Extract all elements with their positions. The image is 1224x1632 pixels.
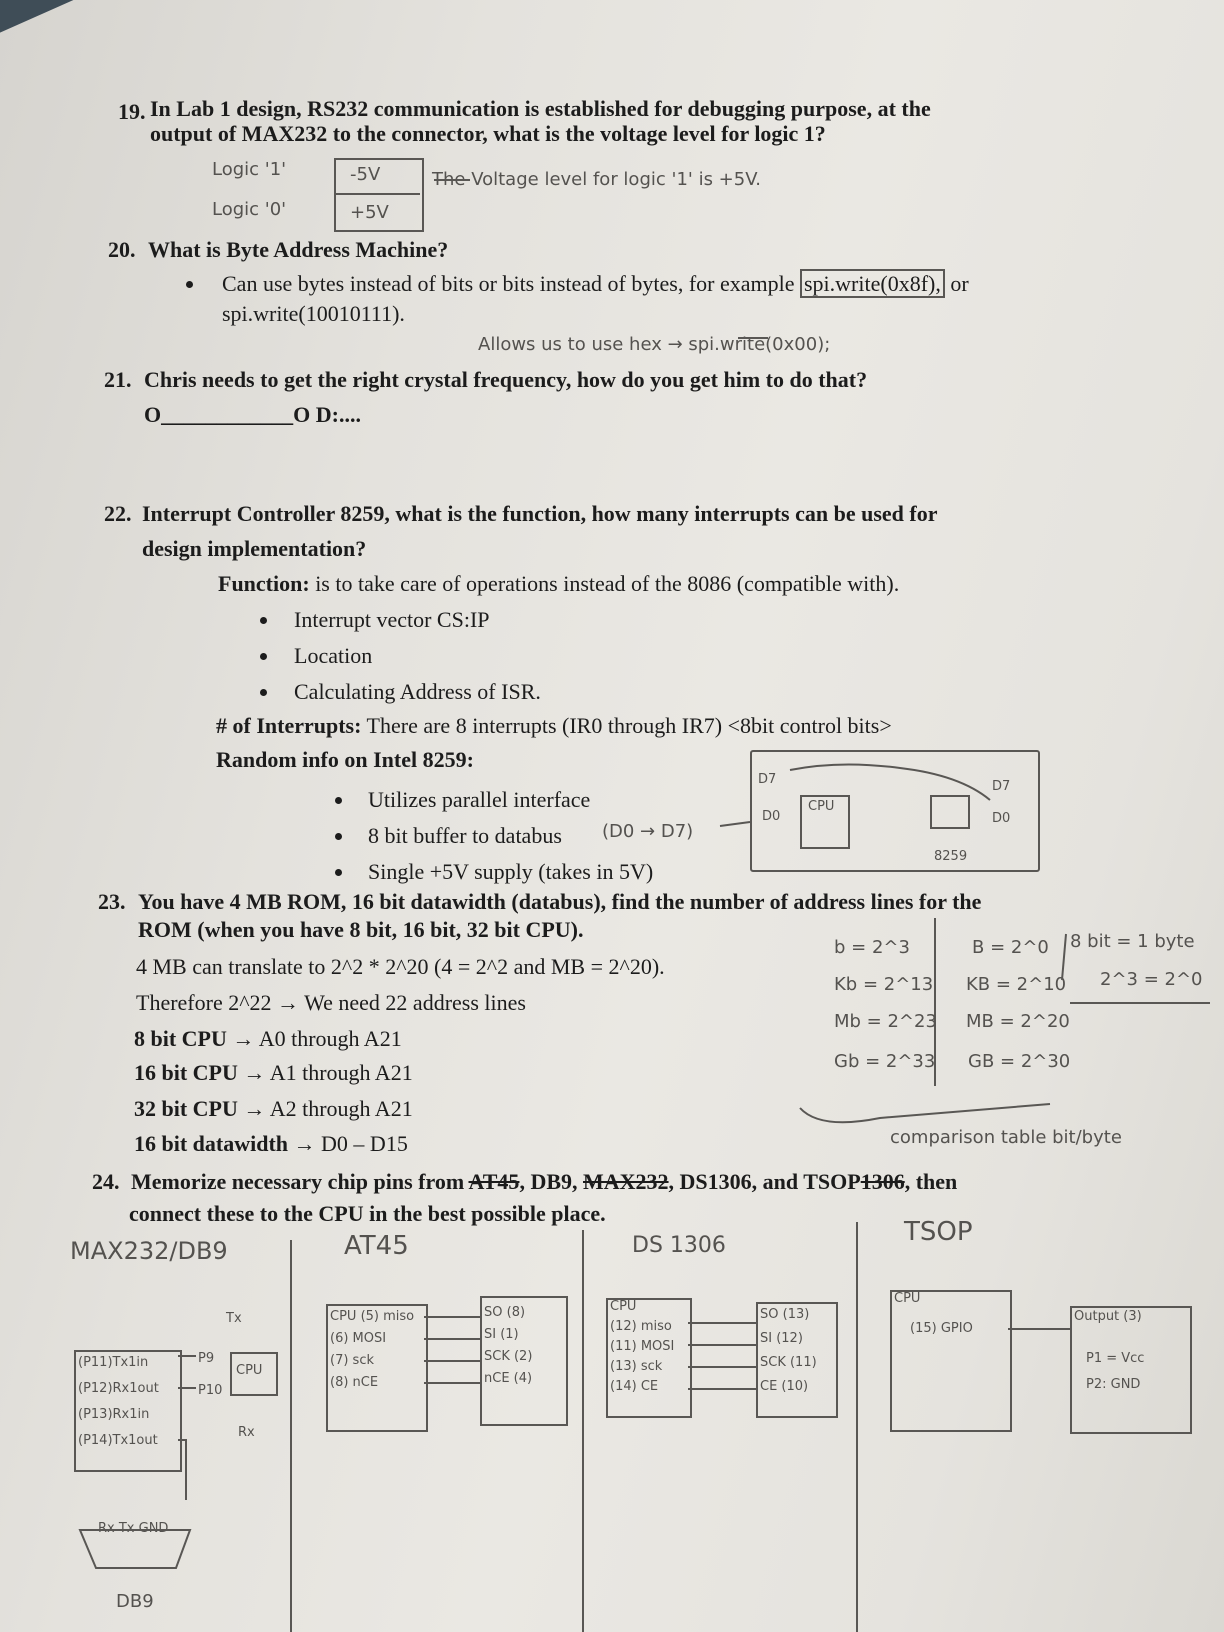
hw-table-left: Kb = 2^13 (834, 974, 934, 995)
hw-db9-connector (80, 1530, 190, 1568)
hw-tsop-title: TSOP (904, 1217, 973, 1247)
q23-answer-label: 8 bit CPU (134, 1026, 227, 1051)
q23-answer-value: D0 – D15 (321, 1131, 408, 1156)
q23-answer-datawidth: 16 bit datawidth → D0 – D15 (134, 1131, 408, 1156)
q24-struck-text: MAX232 (583, 1169, 669, 1194)
q23-answer-label: 16 bit CPU (134, 1060, 238, 1085)
hw-at45-chip-pin: SO (8) (484, 1305, 526, 1320)
hw-at45-chip-pin: nCE (4) (484, 1371, 533, 1386)
hw-ds1306-cpu-pin: (14) CE (610, 1379, 659, 1394)
q23-answer-32bit: 32 bit CPU → A2 through A21 (134, 1096, 413, 1121)
hw-at45-cpu-pin: CPU (5) miso (330, 1309, 415, 1324)
q24-number: 24. (92, 1169, 120, 1194)
hw-8259-d0-right: D0 (992, 811, 1011, 826)
hw-table-left: b = 2^3 (834, 937, 910, 958)
hw-logic0-label: Logic '0' (212, 199, 287, 220)
hw-max232-pin: (P13)Rx1in (78, 1407, 150, 1422)
hw-max232-p9: P9 (198, 1351, 215, 1366)
q22-function-text: is to take care of operations instead of the 8086 (compatible with). (315, 571, 900, 596)
hw-max232-rx: Rx (238, 1425, 255, 1440)
hw-table-left: Mb = 2^23 (834, 1011, 937, 1032)
hw-tsop-chip-pin: Output (3) (1074, 1309, 1142, 1324)
hw-side-note: 2^3 = 2^0 (1100, 969, 1203, 990)
hw-ds1306-chip-pin: CE (10) (760, 1379, 809, 1394)
hw-ds1306-chip-pin: SI (12) (760, 1331, 803, 1346)
q24-text-line2: connect these to the CPU in the best possible place. (129, 1201, 606, 1226)
hw-arrow-line (720, 822, 750, 826)
hw-tsop-chip-pin: P2: GND (1086, 1377, 1141, 1392)
hw-ds1306-cpu-pin: (12) miso (610, 1319, 672, 1334)
hw-ds1306-cpu-pin: CPU (610, 1299, 637, 1314)
hw-comparison-caption: comparison table bit/byte (890, 1127, 1122, 1148)
hw-max232-title: MAX232/DB9 (70, 1237, 228, 1265)
hw-8259-chip: 8259 (934, 849, 968, 864)
hw-at45-cpu-pin: (8) nCE (330, 1375, 379, 1390)
hw-ds1306-chip-pin: SO (13) (760, 1307, 810, 1322)
q23-line: 4 MB can translate to 2^2 * 2^20 (4 = 2^2 and MB = 2^20). (136, 954, 665, 979)
hw-table-right: B = 2^0 (972, 937, 1049, 958)
hw-logic1-label: Logic '1' (212, 159, 287, 180)
hw-q19-answer: The Voltage level for logic '1' is +5V. (432, 169, 761, 190)
hw-max232-cpu: CPU (236, 1363, 263, 1378)
hw-8259-cpu: CPU (808, 799, 835, 814)
q20-text: What is Byte Address Machine? (148, 237, 449, 262)
hw-ds1306-title: DS 1306 (632, 1233, 726, 1258)
q24-struck-text: AT45 (468, 1169, 520, 1194)
q23-number: 23. (98, 889, 126, 914)
hw-8259-d7-left: D7 (758, 772, 777, 787)
hw-max232-pin: (P11)Tx1in (78, 1355, 149, 1370)
q23-answer-value: A1 through A21 (269, 1060, 413, 1085)
q22-function-bullet: Interrupt vector CS:IP (294, 607, 490, 632)
q23-line: Therefore 2^22 → We need 22 address lines (136, 990, 526, 1015)
q24-text-part: Memorize necessary chip pins from (131, 1169, 465, 1194)
q20-code-boxed: spi.write(0x8f), (800, 269, 945, 298)
q23-answer-value: A2 through A21 (269, 1096, 413, 1121)
hw-at45-cpu-pin: (7) sck (330, 1353, 374, 1368)
q22-random-label: Random info on Intel 8259: (216, 747, 474, 772)
hw-8259-d0-left: D0 (762, 809, 781, 824)
q22-random-bullet: Single +5V supply (takes in 5V) (368, 859, 654, 884)
q21-blank-line: O____________O D:.... (144, 402, 361, 427)
q23-answer-label: 16 bit datawidth (134, 1131, 289, 1156)
q24-text-part: , DB9, (519, 1169, 578, 1194)
hw-tsop-cpu-label: CPU (894, 1291, 921, 1306)
hw-ds1306-cpu-pin: (13) sck (610, 1359, 663, 1374)
q22-text-line1: Interrupt Controller 8259, what is the function, how many interrupts can be used for (142, 501, 938, 526)
hw-tsop-cpu-pin: (15) GPIO (910, 1321, 973, 1336)
hw-logic0-value: +5V (350, 202, 389, 223)
q22-interrupts-text: There are 8 interrupts (IR0 through IR7) <8bit control bits> (366, 713, 892, 738)
hw-db9-pins: Rx Tx GND (98, 1521, 169, 1536)
q24-text-part: , then (904, 1169, 958, 1194)
hw-d0-d7: (D0 → D7) (602, 821, 694, 842)
hw-bus-curve (790, 764, 990, 800)
q23-text-line2: ROM (when you have 8 bit, 16 bit, 32 bit CPU). (138, 917, 584, 942)
hw-table-right: GB = 2^30 (968, 1051, 1071, 1072)
hw-at45-chip-pin: SCK (2) (484, 1349, 533, 1364)
hw-pin-wire (178, 1440, 186, 1500)
q19-text-line2: output of MAX232 to the connector, what is the voltage level for logic 1? (150, 121, 826, 146)
q22-text-line2: design implementation? (142, 536, 367, 561)
hw-logic1-value: -5V (350, 164, 381, 185)
q19-number: 19. (118, 99, 146, 124)
hw-max232-p10: P10 (198, 1383, 223, 1398)
hw-at45-chip-pin: SI (1) (484, 1327, 519, 1342)
hw-ds1306-chip-pin: SCK (11) (760, 1355, 817, 1370)
hw-max232-pin: (P14)Tx1out (78, 1433, 158, 1448)
hw-ds1306-cpu-pin: (11) MOSI (610, 1339, 675, 1354)
q24-struck-text: 1306 (860, 1169, 905, 1194)
hw-max232-pin: (P12)Rx1out (78, 1381, 159, 1396)
q22-random-bullet: 8 bit buffer to databus (368, 823, 562, 848)
hw-table-right: KB = 2^10 (966, 974, 1067, 995)
q19-text-line1: In Lab 1 design, RS232 communication is established for debugging purpose, at the (150, 96, 931, 121)
hw-at45-title: AT45 (344, 1231, 409, 1261)
hw-table-left: Gb = 2^33 (834, 1051, 936, 1072)
hw-table-right: MB = 2^20 (966, 1011, 1070, 1032)
q22-random-bullet: Utilizes parallel interface (368, 787, 591, 812)
q20-bullet-line2: spi.write(10010111). (222, 301, 405, 326)
hw-8259-d7-right: D7 (992, 779, 1011, 794)
q23-answer-16bit: 16 bit CPU → A1 through A21 (134, 1060, 413, 1085)
q23-answer-8bit: 8 bit CPU → A0 through A21 (134, 1026, 402, 1051)
q20-bullet-or: or (950, 271, 969, 296)
q22-function-label: Function: (218, 571, 310, 596)
q21-number: 21. (104, 367, 132, 392)
q22-interrupts-label: # of Interrupts: (216, 713, 362, 738)
q22-function-bullet: Location (294, 643, 373, 668)
hw-brace (800, 1104, 1050, 1122)
q23-text-line1: You have 4 MB ROM, 16 bit datawidth (databus), find the number of address lines for the (138, 889, 982, 914)
q20-number: 20. (108, 237, 136, 262)
q21-text: Chris needs to get the right crystal frequency, how do you get him to do that? (144, 367, 868, 392)
q24-text-part: , DS1306, and TSOP (668, 1169, 861, 1194)
q22-function-bullet: Calculating Address of ISR. (294, 679, 541, 704)
hw-q20-note: Allows us to use hex → spi.write(0x00); (478, 334, 831, 355)
hw-tsop-chip-pin: P1 = Vcc (1086, 1351, 1145, 1366)
q23-answer-value: A0 through A21 (258, 1026, 402, 1051)
hw-db9-label: DB9 (116, 1591, 154, 1612)
q23-answer-label: 32 bit CPU (134, 1096, 238, 1121)
hw-max232-tx: Tx (226, 1311, 242, 1326)
hw-side-note: 8 bit = 1 byte (1070, 931, 1195, 952)
hw-bracket (1062, 934, 1066, 980)
q20-bullet-text: Can use bytes instead of bits or bits instead of bytes, for example (222, 271, 795, 296)
hw-at45-cpu-pin: (6) MOSI (330, 1331, 387, 1346)
q22-number: 22. (104, 501, 132, 526)
